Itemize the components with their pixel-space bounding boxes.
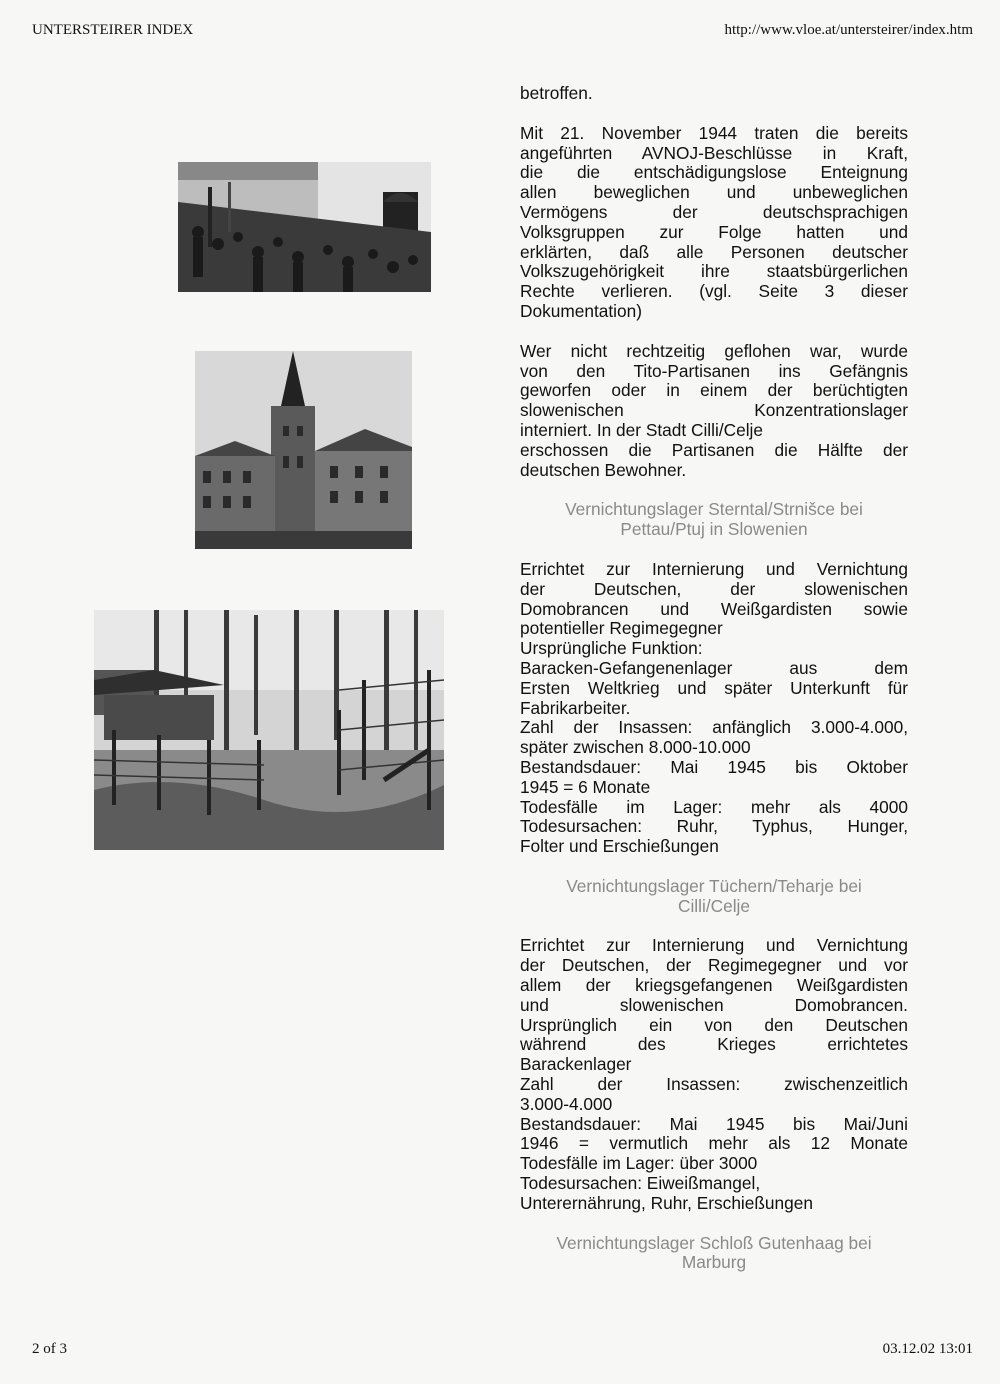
text-line: Wer nicht rechtzeitig geflohen war, wurde (520, 340, 908, 361)
text-line: erklärten, daß alle Personen deutscher (520, 241, 908, 262)
text-line: slowenischen Konzentrationslager (520, 400, 908, 421)
paragraph-2 (520, 342, 908, 481)
text-line: allen beweglichen und unbeweglichen (520, 182, 908, 203)
text-line: 1946 = vermutlich mehr als 12 Monate (520, 1133, 908, 1154)
text-line: Mit 21. November 1944 traten die bereits (520, 122, 908, 143)
text-line: Bestandsdauer: Mai 1945 bis Oktober (520, 756, 908, 777)
text-line: Bestandsdauer: Mai 1945 bis Mai/Juni (520, 1113, 908, 1134)
text-line: Todesursachen: Ruhr, Typhus, Hunger, (520, 816, 908, 837)
text-line: der Deutschen, der slowenischen (520, 578, 908, 599)
page-header-title: UNTERSTEIRER INDEX (32, 22, 194, 38)
text-line: Todesfälle im Lager: über 3000 (520, 1153, 758, 1174)
text-line: Domobrancen und Weißgardisten sowie (520, 598, 908, 619)
text-line: Ursprüngliche Funktion: (520, 638, 703, 659)
page-number: 2 of 3 (32, 1341, 67, 1357)
text-line: Folter und Erschießungen (520, 836, 719, 857)
text-line: Dokumentation) (520, 300, 642, 321)
text-line: Cilli/Celje (677, 895, 751, 916)
text-line: Volksgruppen zur Folge hatten und (520, 221, 908, 242)
text-line: deutschen Bewohner. (520, 459, 687, 480)
text-line: später zwischen 8.000-10.000 (520, 737, 751, 758)
text-line: potentieller Regimegegner (520, 618, 723, 639)
main-text-column (520, 84, 908, 1273)
camp-caption-sterntal (504, 500, 924, 540)
text-line: Errichtet zur Internierung und Vernichtung (520, 558, 908, 579)
text-line: angeführten AVNOJ-Beschlüsse in Kraft, (520, 142, 908, 163)
text-line: Todesursachen: Eiweißmangel, (520, 1173, 761, 1194)
paragraph-1 (520, 124, 908, 322)
text-line: Todesfälle im Lager: mehr als 4000 (520, 796, 908, 817)
text-line: erschossen die Partisanen die Hälfte der (520, 439, 908, 460)
text-line: Ursprünglich ein von den Deutschen (520, 1014, 908, 1035)
text-line: 1945 = 6 Monate (520, 776, 651, 797)
text-line: Ersten Weltkrieg und später Unterkunft für (520, 677, 908, 698)
text-line: Baracken-Gefangenenlager aus dem (520, 657, 908, 678)
text-line: Barackenlager (520, 1054, 632, 1075)
text-line: Marburg (681, 1252, 747, 1273)
text-line: Vermögens der deutschsprachigen (520, 201, 908, 222)
text-line: Vernichtungslager Schloß Gutenhaag bei (556, 1232, 872, 1253)
paragraph-4 (520, 936, 908, 1213)
paragraph-3 (520, 560, 908, 857)
text-line: Errichtet zur Internierung und Vernichtung (520, 935, 908, 956)
text-line: Volkszugehörigkeit ihre staatsbürgerlichen (520, 261, 908, 282)
text-line: interniert. In der Stadt Cilli/Celje (520, 419, 764, 440)
text-line: von den Tito-Partisanen ins Gefängnis (520, 360, 908, 381)
text-line: Vernichtungslager Sterntal/Strnišce bei (565, 499, 863, 520)
text-line: Rechte verlieren. (vgl. Seite 3 dieser (520, 281, 908, 302)
print-datetime: 03.12.02 13:01 (882, 1341, 973, 1357)
camp-barracks-photo (94, 610, 444, 850)
text-line: Unterernährung, Ruhr, Erschießungen (520, 1192, 813, 1213)
text-line: der Deutschen, der Regimegegner und vor (520, 955, 908, 976)
paragraph-0: betroffen. (520, 83, 593, 103)
castle-building-photo (195, 351, 412, 549)
text-line: Fabrikarbeiter. (520, 697, 631, 718)
text-line: Zahl der Insassen: zwischenzeitlich (520, 1074, 908, 1095)
text-line: 3.000-4.000 (520, 1093, 613, 1114)
text-line: die die entschädigungslose Enteignung (520, 162, 908, 183)
page-header-url[interactable]: http://www.vloe.at/untersteirer/index.htm (724, 22, 973, 38)
crowd-photo (178, 162, 431, 292)
camp-caption-gutenhaag (504, 1234, 924, 1274)
text-line: Vernichtungslager Tüchern/Teharje bei (566, 875, 862, 896)
camp-caption-tuchern (504, 877, 924, 917)
text-line: Pettau/Ptuj in Slowenien (620, 519, 808, 540)
text-line: während des Krieges errichtetes (520, 1034, 908, 1055)
text-line: geworfen oder in einem der berüchtigten (520, 380, 908, 401)
text-line: Zahl der Insassen: anfänglich 3.000-4.000, (520, 717, 908, 738)
text-line: allem der kriegsgefangenen Weißgardisten (520, 975, 908, 996)
text-line: und slowenischen Domobrancen. (520, 994, 908, 1015)
